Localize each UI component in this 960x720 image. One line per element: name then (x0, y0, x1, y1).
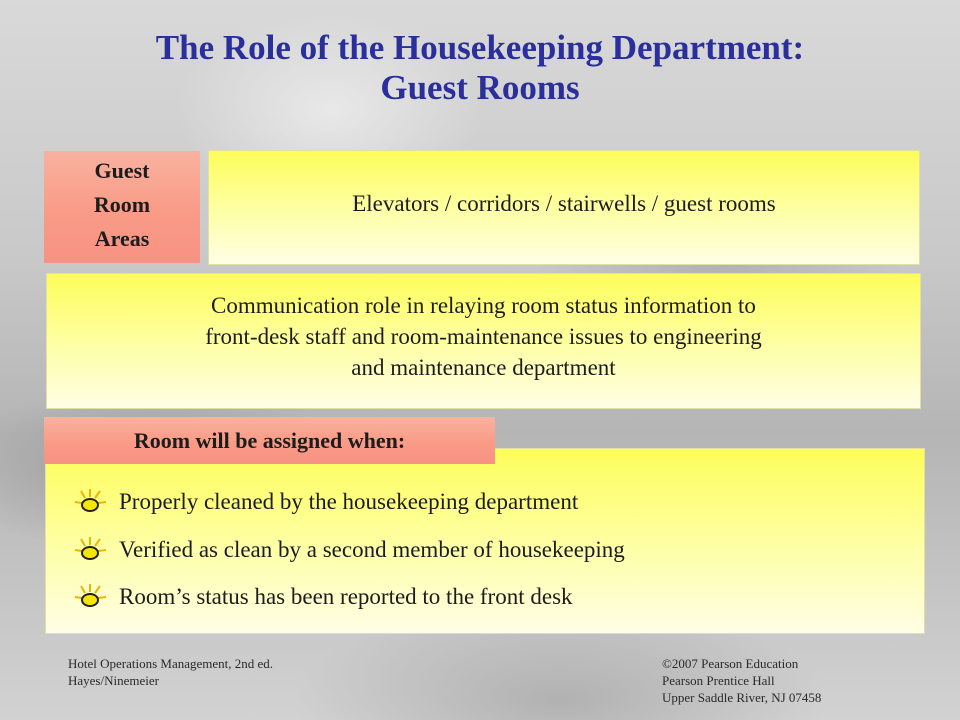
sun-bullet-icon (73, 536, 111, 564)
sun-bullet-icon (73, 583, 111, 611)
communication-line: front-desk staff and room-maintenance issues to engineering (205, 324, 762, 349)
footer-line: Hotel Operations Management, 2nd ed. (68, 656, 274, 671)
footer-citation-left (68, 655, 273, 689)
assignment-item (73, 536, 625, 564)
guest-room-areas-text: Elevators / corridors / stairwells / guest rooms (352, 190, 776, 216)
assignment-item (73, 488, 578, 516)
room-assignment-label: Room will be assigned when: (44, 417, 495, 464)
slide-title (0, 28, 960, 108)
assignment-item-text: Verified as clean by a second member of housekeeping (119, 537, 625, 562)
areas-label-line: Guest (94, 158, 150, 183)
communication-line: Communication role in relaying room status information to (211, 293, 756, 318)
footer-line: ©2007 Pearson Education (662, 656, 799, 671)
areas-label-line: Areas (94, 226, 150, 251)
footer-line: Upper Saddle River, NJ 07458 (662, 690, 822, 705)
guest-room-areas-label (44, 151, 200, 263)
areas-label-line: Room (93, 192, 151, 217)
footer-line: Hayes/Ninemeier (68, 673, 159, 688)
footer-line: Pearson Prentice Hall (662, 673, 775, 688)
assignment-item-text: Properly cleaned by the housekeeping department (119, 489, 579, 514)
communication-line: and maintenance department (351, 355, 616, 380)
footer-copyright-right (662, 655, 821, 706)
assignment-item-text: Room’s status has been reported to the front desk (119, 584, 573, 609)
communication-role-box (46, 273, 921, 409)
title-line-2: Guest Rooms (380, 68, 580, 107)
assignment-item (73, 583, 573, 611)
title-line-1: The Role of the Housekeeping Department: (155, 28, 805, 67)
guest-room-areas-box (208, 150, 920, 265)
sun-bullet-icon (73, 488, 111, 516)
